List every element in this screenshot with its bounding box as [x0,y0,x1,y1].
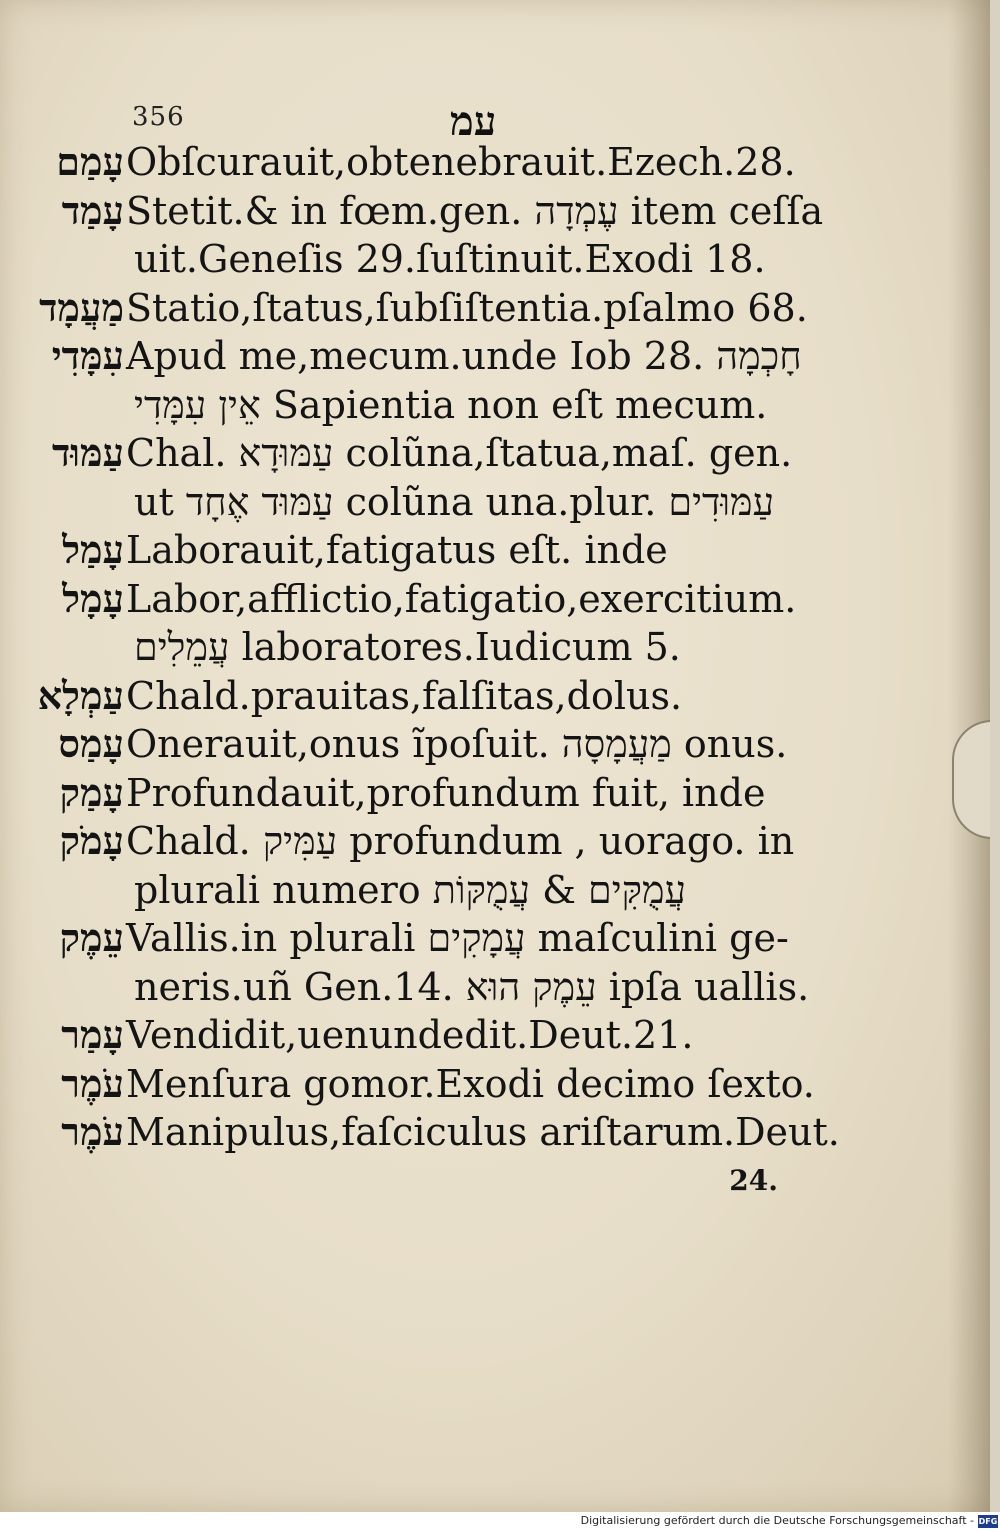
entry-gloss: Chal. עַמּוּדָא colũna,ſtatua,maſ. gen. [126,431,793,475]
hebrew-lemma: עִמָּדִי [51,333,124,378]
hebrew-lemma: עֹמֶר [61,1109,124,1154]
entry-gloss: Obſcurauit,obtenebrauit.Ezech.28. [126,140,796,184]
entry-gloss: Stetit.& in fœm.gen. עֶמְדָה item ceſſa [126,188,824,233]
entry-continuation: plurali numero עֲמֻקִּים & עֲמֻקּוֹת [134,867,687,912]
entry-gloss: Chald. עַמִּיק profundum , uorago. in [126,819,795,863]
funding-credit: Digitalisierung gefördert durch die Deutsche Forschungsgemeinschaft - [580,1514,974,1527]
entry-line [0,817,990,866]
entry-continuation: uit.Geneſis 29.ſuſtinuit.Exodi 18. [134,237,766,281]
entry-line [0,235,990,284]
digitization-footer [0,1512,1000,1532]
entry-line [0,963,990,1012]
hebrew-lemma: עָמָל [62,575,124,621]
entry-gloss: Laborauit,fatigatus eſt. inde [126,528,668,572]
hebrew-lemma: עָמַם [56,139,124,184]
hebrew-lemma: עַמּוּד [51,430,124,475]
entry-gloss: Onerauit,onus ĩpoſuit. מַעֲמָסָה onus. [126,722,788,766]
hebrew-lemma: עָמֹק [59,818,124,863]
entry-line [0,623,990,672]
entry-line [0,575,990,624]
hebrew-lemma: מַעֲמָד [39,284,124,330]
hebrew-lemma: עָמַק [59,769,124,815]
hebrew-lemma: עֵמֶק [59,915,124,960]
entry-gloss: Manipulus,faſciculus ariſtarum.Deut. [126,1110,840,1154]
entry-continuation: אֵין עִמָּדִי Sapientia non eſt mecum. [134,382,768,427]
entry-line [0,381,990,430]
hebrew-lemma: עָמַר [61,1012,124,1057]
entry-gloss: Chald.prauitas,falſitas,dolus. [126,673,683,718]
entry-line [0,769,990,818]
entry-gloss: Vendidit,uenundedit.Deut.21. [126,1013,694,1057]
entry-continuation: neris.uñ Gen.14. עֵמֶק הוּא ipſa uallis. [134,964,810,1009]
dictionary-text [0,138,990,1205]
page-header [0,98,990,145]
entry-line [0,187,990,236]
entry-line [0,429,990,478]
entry-line [0,526,990,575]
entry-line [0,332,990,381]
entry-gloss: Apud me,mecum.unde Iob 28. חָכְמָה [126,334,802,378]
page-number: 356 [132,102,185,132]
entry-line [0,1060,990,1109]
hebrew-lemma: עַמְלָא [37,672,124,718]
entry-line [0,1108,990,1157]
catchword-line [0,1157,990,1206]
entry-line [0,720,990,769]
hebrew-lemma: עָמַס [58,721,124,766]
entry-continuation: ut עַמּוּד אֶחָד colũna una.plur. עַמּוּדִים [134,479,775,524]
catchword: 24. [729,1163,778,1197]
dfg-logo-icon: DFG [978,1517,998,1526]
entry-line [0,284,990,333]
entry-line [0,672,990,721]
entry-line [0,138,990,187]
entry-gloss: Labor,afflictio,fatigatio,exercitium. [126,576,797,621]
hebrew-lemma: עָמַד [61,187,124,233]
hebrew-lemma: עָמַל [62,527,124,572]
entry-line [0,914,990,963]
hebrew-lemma: עֹמֶר [61,1060,124,1106]
entry-line [0,478,990,527]
entry-gloss: Statio,ſtatus,ſubſiſtentia.pſalmo 68. [126,285,808,330]
running-head: עמ [450,98,497,145]
entry-line [0,1011,990,1060]
entry-gloss: Profundauit,profundum fuit, inde [126,770,766,815]
entry-line [0,866,990,915]
entry-gloss: Vallis.in plurali עֲמָקִים maſculini ge- [126,916,789,960]
entry-gloss: Menſura gomor.Exodi decimo ſexto. [126,1061,815,1106]
entry-continuation: עֲמֵלִים laboratores.Iudicum 5. [134,625,681,669]
